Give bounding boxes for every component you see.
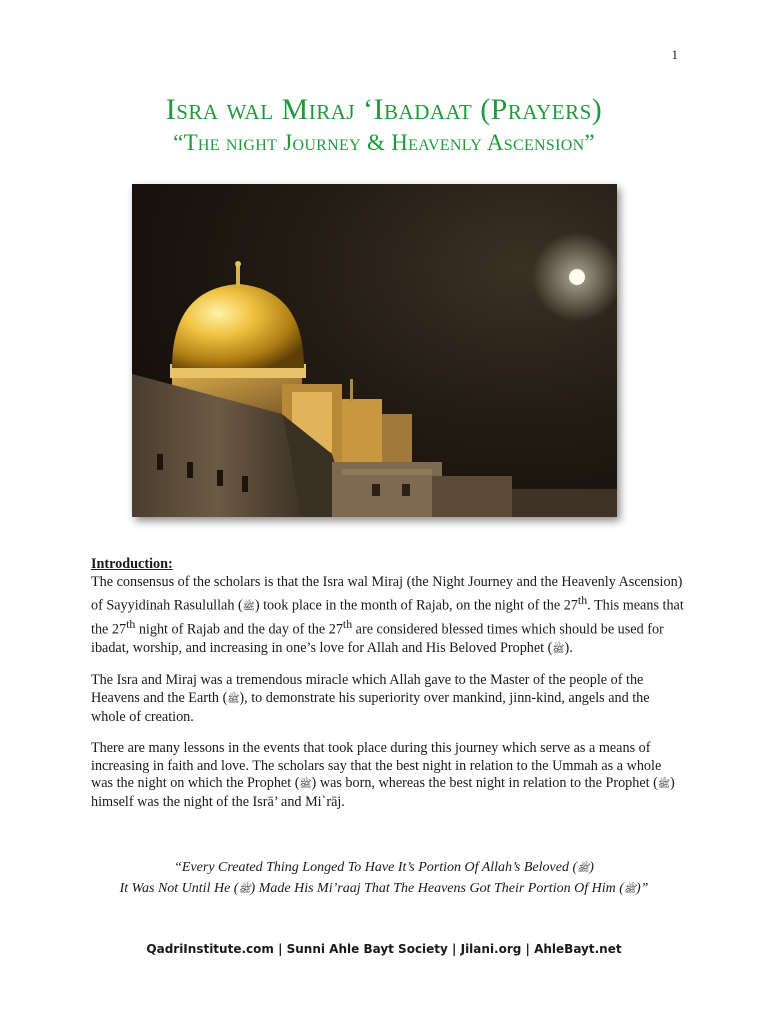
salawat-icon: ﷺ: [623, 884, 636, 895]
intro-paragraph-3: [91, 740, 686, 812]
quote-line-2: It Was Not Until He (ﷺ) Made His Mi’raaj That The Heavens Got Their Portion Of Him (ﷺ)”: [119, 881, 649, 896]
page-subtitle: “The night Journey & Heavenly Ascension”: [173, 130, 595, 155]
salawat-icon: ﷺ: [238, 884, 251, 895]
page-number: 1: [671, 47, 678, 62]
intro-text: ), to demonstrate his superiority over mankind, jinn-kind, angels and the whole of creation.: [91, 690, 650, 726]
intro-text: night of Rajab and the day of the 27: [135, 621, 343, 638]
intro-text: The Isra and Miraj was a tremendous miracle which Allah gave to the Master of the people of the Heavens and the Earth (: [91, 672, 644, 707]
intro-text: ) was born, whereas the best night in relation to the Prophet (: [311, 775, 658, 792]
intro-text: ) took place in the month of Rajab, on the night of the 27: [254, 597, 578, 614]
quotation: [60, 858, 708, 900]
page-title: Isra wal Miraj ‘Ibadaat (Prayers): [165, 93, 603, 126]
salawat-icon: ﷺ: [299, 779, 312, 791]
intro-text: are considered blessed times which should be used for ibadat, worship, and increasing in one’s love for Allah and His Beloved Prophet (: [91, 621, 664, 656]
salawat-icon: ﷺ: [242, 601, 255, 613]
intro-paragraph-2: [91, 672, 686, 726]
ordinal-suffix: th: [126, 617, 136, 632]
salawat-icon: ﷺ: [227, 694, 240, 706]
intro-text: ) himself was the night of the Isrā’ and Mi`rāj.: [91, 775, 675, 811]
dome-photo: [132, 184, 617, 517]
intro-text: ).: [564, 639, 573, 656]
main-content: [91, 556, 686, 825]
intro-text: There are many lessons in the events that took place during this journey which serve as a means of increasing in faith and love. The scholars say that the best night in relation to the Ummah as a whole was the night on which the Prophet (: [91, 739, 662, 792]
intro-text: The consensus of the scholars is that the Isra wal Miraj (the Night Journey and the Heavenly Ascension) of Sayyidinah Rasulullah (: [91, 573, 683, 614]
intro-text: . This means that the 27: [91, 597, 684, 638]
salawat-icon: ﷺ: [577, 863, 590, 874]
intro-paragraph-1: [91, 556, 686, 658]
ordinal-suffix: th: [577, 592, 588, 607]
introduction-heading: Introduction:: [91, 556, 173, 572]
quote-line-1: “Every Created Thing Longed To Have It’s Portion Of Allah’s Beloved (ﷺ): [174, 860, 594, 875]
footer-links: QadriInstitute.com | Sunni Ahle Bayt Society | Jilani.org | AhleBayt.net: [146, 942, 622, 956]
salawat-icon: ﷺ: [552, 643, 565, 655]
salawat-icon: ﷺ: [657, 779, 670, 791]
ordinal-suffix: th: [342, 617, 353, 632]
